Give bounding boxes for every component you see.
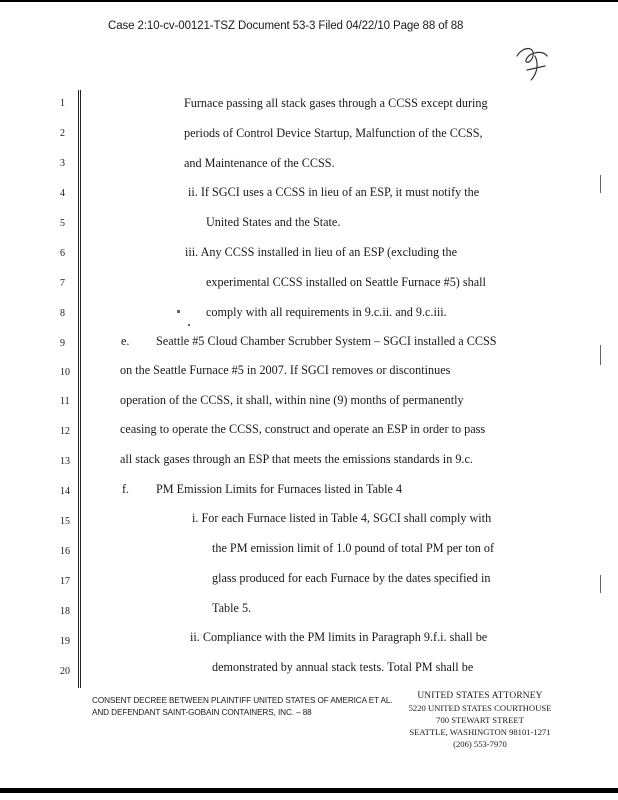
body-text-line: operation of the CCSS, it shall, within nine (9) months of permanently: [120, 393, 464, 407]
scan-speck: [177, 310, 180, 313]
line-number: 8: [60, 308, 65, 319]
line-number: 7: [60, 278, 65, 289]
line-number: 18: [60, 606, 70, 617]
subsection-letter: e.: [121, 334, 130, 348]
left-margin-rule-inner: [80, 90, 81, 688]
body-text-line: on the Seattle Furnace #5 in 2007. If SGCI removes or discontinues: [120, 363, 451, 377]
handwritten-initial-mark: [513, 42, 553, 84]
line-number: 14: [60, 486, 70, 497]
footer-caption-line: AND DEFENDANT SAINT-GOBAIN CONTAINERS, INC. – 88: [92, 708, 312, 717]
case-header-stamp: Case 2:10-cv-00121-TSZ Document 53-3 Filed 04/22/10 Page 88 of 88: [108, 20, 464, 32]
line-number: 20: [60, 666, 70, 677]
line-number: 2: [60, 128, 65, 139]
line-number: 17: [60, 576, 70, 587]
line-number: 12: [60, 426, 70, 437]
office-title: UNITED STATES ATTORNEY: [417, 691, 543, 701]
scan-speck: [188, 324, 190, 326]
line-number: 19: [60, 636, 70, 647]
body-text-line: the PM emission limit of 1.0 pound of total PM per ton of: [212, 541, 494, 555]
line-number: 1: [60, 98, 65, 109]
body-text-line: experimental CCSS installed on Seattle Furnace #5) shall: [206, 275, 486, 289]
line-number: 9: [60, 338, 65, 349]
scan-speck: [600, 575, 601, 593]
address-line: SEATTLE, WASHINGTON 98101-1271: [409, 727, 551, 737]
bottom-border: [0, 788, 618, 800]
footer-caption: [92, 695, 393, 719]
scan-speck: [600, 175, 601, 193]
body-text-line: and Maintenance of the CCSS.: [184, 156, 335, 170]
body-text-line: United States and the State.: [206, 215, 341, 229]
scan-speck: [600, 345, 601, 365]
line-number: 6: [60, 248, 65, 259]
line-number: 16: [60, 546, 70, 557]
body-text-line: periods of Control Device Startup, Malfunction of the CCSS,: [184, 126, 483, 140]
body-text-line: ii. Compliance with the PM limits in Paragraph 9.f.i. shall be: [190, 630, 488, 644]
body-text-line: glass produced for each Furnace by the dates specified in: [212, 571, 491, 585]
body-text-line: ii. If SGCI uses a CCSS in lieu of an ESP, it must notify the: [188, 185, 480, 199]
body-text-line: i. For each Furnace listed in Table 4, SGCI shall comply with: [192, 511, 492, 525]
body-text-line: Seattle #5 Cloud Chamber Scrubber System – SGCI installed a CCSS: [156, 334, 497, 348]
body-text-line: demonstrated by annual stack tests. Total PM shall be: [212, 660, 474, 674]
body-text-line: Table 5.: [212, 601, 252, 615]
line-number: 5: [60, 218, 65, 229]
address-line: 5220 UNITED STATES COURTHOUSE: [408, 703, 552, 713]
body-text-line: ceasing to operate the CCSS, construct and operate an ESP in order to pass: [120, 422, 486, 436]
body-text-line: all stack gases through an ESP that meets the emissions standards in 9.c.: [120, 452, 473, 466]
left-margin-rule: [78, 90, 79, 688]
top-border: [0, 0, 618, 2]
subsection-heading: PM Emission Limits for Furnaces listed in Table 4: [156, 482, 403, 496]
body-text-line: comply with all requirements in 9.c.ii. and 9.c.iii.: [206, 305, 447, 319]
line-number: 15: [60, 516, 70, 527]
body-text-line: iii. Any CCSS installed in lieu of an ESP (excluding the: [185, 245, 458, 259]
body-text-line: Furnace passing all stack gases through a CCSS except during: [184, 96, 488, 110]
line-number: 3: [60, 158, 65, 169]
attorney-address-block: [406, 690, 554, 750]
line-number: 11: [60, 396, 70, 407]
footer-caption-line: CONSENT DECREE BETWEEN PLAINTIFF UNITED STATES OF AMERICA ET AL.: [92, 696, 393, 705]
subsection-letter: f.: [122, 482, 130, 496]
address-line: 700 STEWART STREET: [436, 715, 524, 725]
phone-number: (206) 553-7970: [453, 739, 507, 749]
line-number: 4: [60, 188, 65, 199]
line-number: 13: [60, 456, 70, 467]
line-number: 10: [60, 367, 70, 378]
